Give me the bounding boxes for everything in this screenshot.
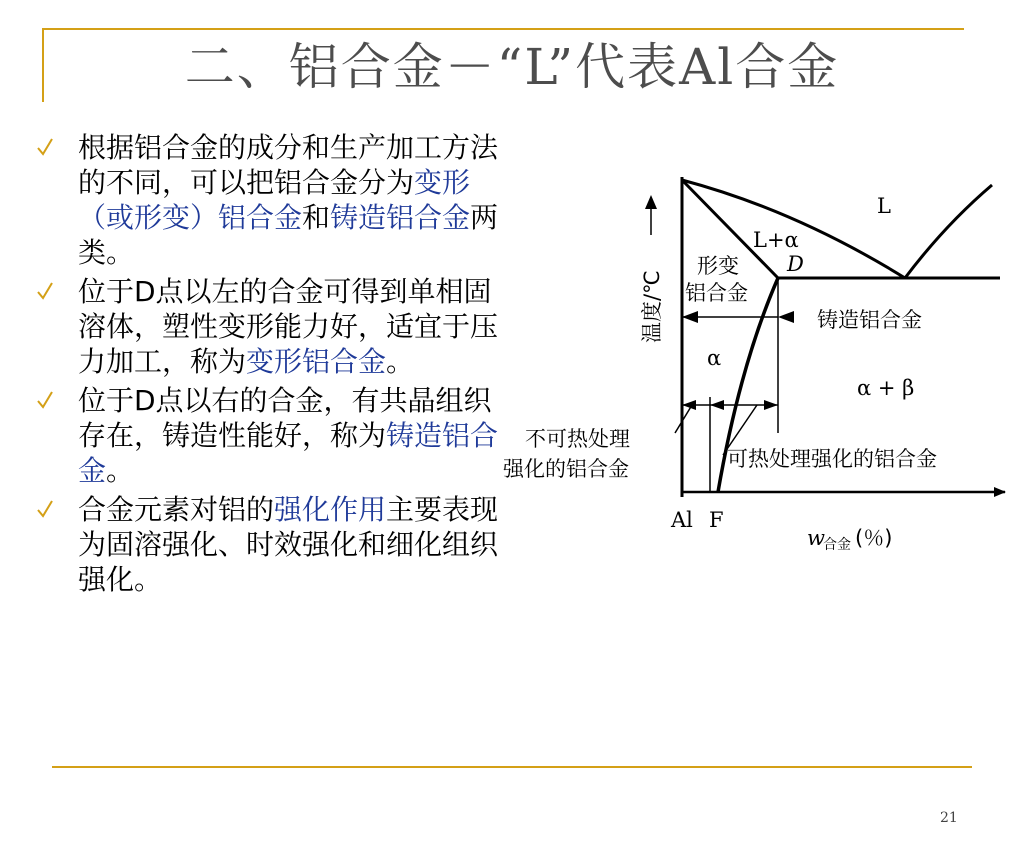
bullet-item: [36, 383, 506, 488]
y-axis-label: 温度/℃: [640, 270, 664, 343]
bullet-text: 。: [106, 454, 135, 487]
wrought-label-1: 形变: [697, 254, 739, 278]
bullet-highlight: 变形（或形变）铝合金: [78, 166, 471, 234]
bullet-item: [36, 130, 506, 270]
footer-line: [52, 766, 972, 768]
alpha-beta-label: α + β: [857, 376, 915, 400]
bullet-text: 两类。: [78, 201, 499, 269]
x-axis-label-unit: (％): [855, 526, 893, 550]
liquid-alpha-label: L+α: [753, 228, 799, 252]
bullet-highlight: 铸造铝合金: [78, 419, 499, 487]
bullet-text: 主要表现为固溶强化、时效强化和细化组织强化。: [78, 493, 499, 596]
al-phase-diagram: [495, 165, 1020, 560]
x-axis-label-sub: 合金: [823, 537, 851, 553]
bullet-item: [36, 274, 506, 379]
arrow-left-wrought: [682, 311, 698, 323]
bullet-text: 根据铝合金的成分和生产加工方法的不同，可以把铝合金分为: [78, 131, 499, 199]
frame-top-line: [42, 28, 964, 30]
check-icon: [36, 498, 54, 520]
arrow-cast: [778, 311, 794, 323]
bullet-list: [36, 130, 506, 601]
check-icon: [36, 389, 54, 411]
page-number: 21: [940, 810, 958, 826]
bullet-text: 。: [386, 345, 415, 378]
non-heat-treatable-label-2: 强化的铝合金: [503, 457, 629, 481]
bullet-text: 位于D点以右的合金，有共晶组织存在，铸造性能好，称为: [78, 384, 492, 452]
bullet-highlight: 铸造铝合金: [330, 201, 471, 234]
bullet-text: 位于D点以左的合金可得到单相固溶体，塑性变形能力好，适宜于压力加工，称为: [78, 275, 499, 378]
cast-label: 铸造铝合金: [817, 308, 922, 332]
bullet-item: [36, 492, 506, 597]
bullet-text: 合金元素对铝的: [78, 493, 275, 526]
alpha-label: α: [707, 346, 722, 370]
slide-title: 二、铝合金－“L”代表Al合金: [184, 38, 840, 96]
bullet-highlight: 强化作用: [274, 493, 387, 526]
liquid-region-label: L: [877, 194, 891, 218]
point-d-label: D: [787, 252, 804, 276]
temp-arrow-up-icon: [645, 195, 657, 209]
arrow-heat-right: [764, 400, 778, 410]
bullet-highlight: 变形铝合金: [246, 345, 387, 378]
heat-treatable-label: 可热处理强化的铝合金: [727, 447, 937, 471]
x-tick-al: Al: [671, 508, 693, 532]
bullet-text: 和: [302, 201, 331, 234]
arrow-heat-left: [710, 400, 724, 410]
liquidus-right: [905, 185, 992, 278]
x-tick-f: F: [709, 508, 724, 532]
check-icon: [36, 280, 54, 302]
non-heat-treatable-label-1: 不可热处理: [525, 427, 630, 451]
wrought-label-2: 铝合金: [685, 281, 748, 305]
x-axis-label: w: [807, 526, 825, 550]
check-icon: [36, 136, 54, 158]
